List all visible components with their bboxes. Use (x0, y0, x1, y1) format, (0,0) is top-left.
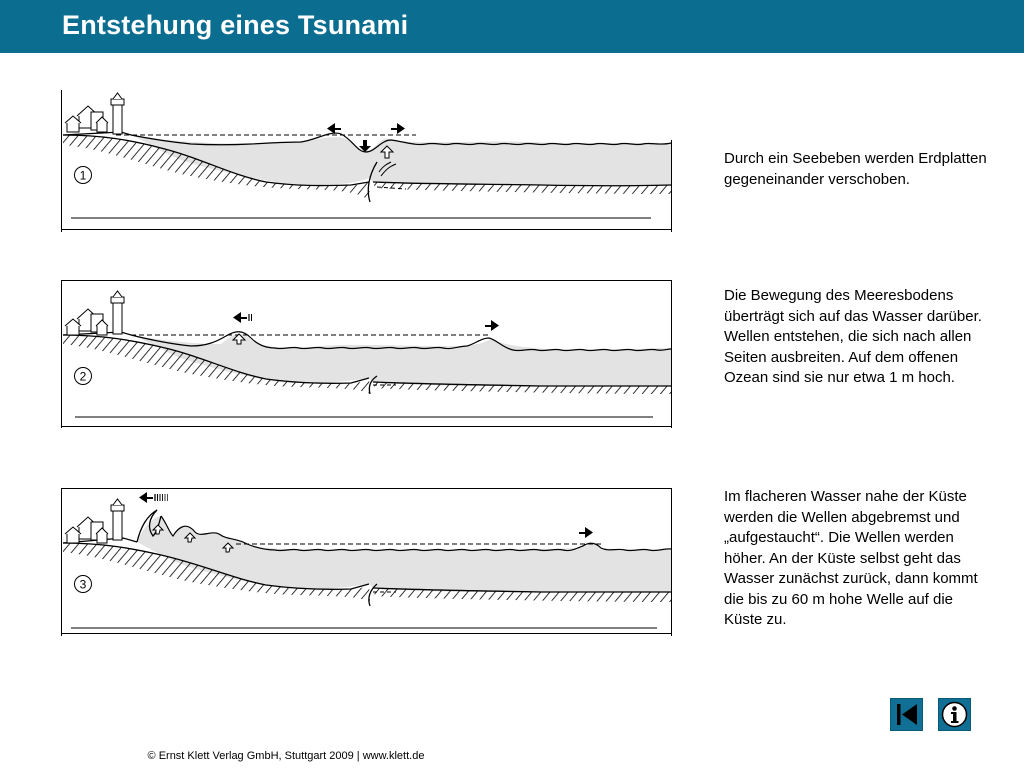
skip-back-icon (891, 699, 922, 730)
diagram-panel-3 (61, 488, 672, 636)
footer (0, 750, 1024, 762)
tsunami-diagram-3 (61, 488, 672, 636)
page-title: Entstehung eines Tsunami (62, 10, 409, 40)
panel-number-2: 2 (79, 369, 87, 384)
back-button[interactable] (890, 698, 923, 731)
description-3: Im flacheren Wasser nahe der Küste werden die Wellen abgebremst und „aufgestaucht“. Die Wellen werden höher. An der Küste selbst geht das Wasser zunächst zurück, dann kommt die bis zu 60 m hohe Welle auf die Küste zu. (724, 488, 978, 628)
description-2: Die Bewegung des Meeresbodens überträgt sich auf das Wasser darüber. Wellen entstehen, die sich nach allen Seiten ausbreiten. Auf dem offenen Ozean sind sie nur etwa 1 m hoch. (724, 287, 982, 386)
title-bar (0, 0, 1024, 53)
info-icon (939, 699, 970, 730)
tsunami-diagram-1 (61, 90, 672, 232)
description-1: Durch ein Seebeben werden Erdplatten gegeneinander verschoben. (724, 150, 987, 188)
info-button[interactable] (938, 698, 971, 731)
copyright-text: © Ernst Klett Verlag GmbH, Stuttgart 2009 | www.klett.de (147, 750, 425, 762)
panel-number-1: 1 (79, 168, 87, 183)
panel-number-3: 3 (79, 577, 87, 592)
tsunami-diagram-2 (61, 280, 672, 428)
diagram-panel-1 (61, 90, 672, 232)
diagram-panel-2 (61, 280, 672, 428)
